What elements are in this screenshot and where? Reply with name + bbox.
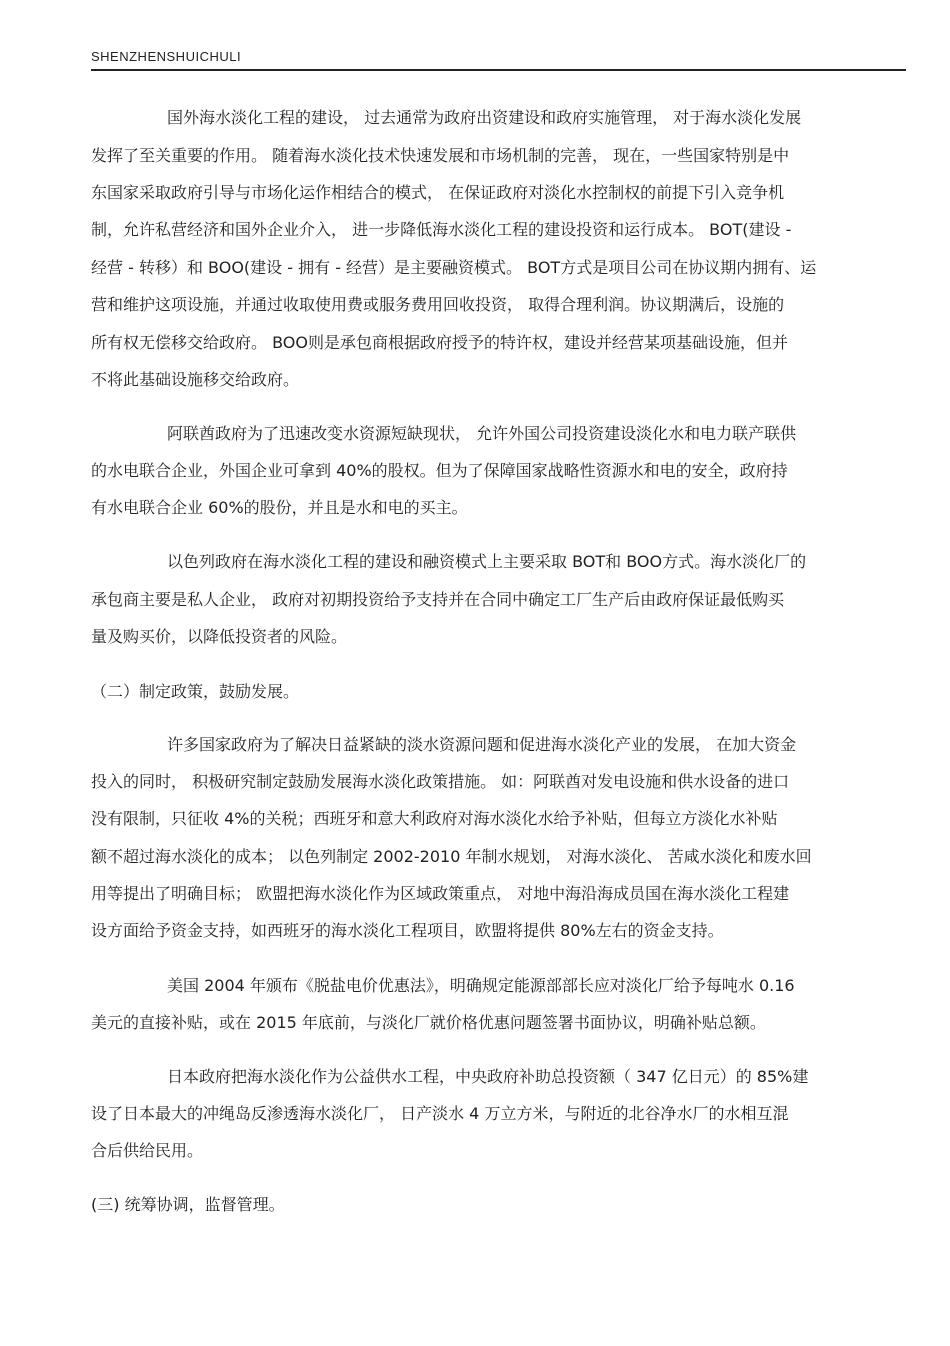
text-line: 投入的同时， 积极研究制定鼓励发展海水淡化政策措施。 如：阿联酋对发电设施和供水设备的进口 bbox=[91, 772, 790, 791]
text-line: 营和维护这项设施，并通过收取使用费或服务费用回收投资， 取得合理利润。协议期满后，设施的 bbox=[91, 295, 785, 314]
text-line: 经营 - 转移）和 BOO(建设 - 拥有 - 经营）是主要融资模式。 BOT方式是项目公司在协议期内拥有、运 bbox=[91, 258, 817, 277]
text-line: 东国家采取政府引导与市场化运作相结合的模式， 在保证政府对淡化水控制权的前提下引入竞争机 bbox=[91, 183, 785, 202]
text-line: 阿联酋政府为了迅速改变水资源短缺现状， 允许外国公司投资建设淡化水和电力联产联供 bbox=[167, 424, 797, 443]
text-line: 日本政府把海水淡化作为公益供水工程，中央政府补助总投资额（ 347 亿日元）的 85%建 bbox=[167, 1067, 809, 1086]
section-heading: （二）制定政策，鼓励发展。 bbox=[91, 682, 300, 701]
text-line: 许多国家政府为了解决日益紧缺的淡水资源问题和促进海水淡化产业的发展， 在加大资金 bbox=[167, 735, 797, 754]
text-line: 所有权无偿移交给政府。 BOO则是承包商根据政府授予的特许权，建设并经营某项基础设施，但并 bbox=[91, 333, 788, 352]
text-line: 没有限制，只征收 4%的关税；西班牙和意大利政府对海水淡化水给予补贴，但每立方淡化水补贴 bbox=[91, 809, 778, 828]
text-line: 量及购买价，以降低投资者的风险。 bbox=[91, 627, 348, 646]
text-line: 不将此基础设施移交给政府。 bbox=[91, 370, 300, 389]
text-line: 用等提出了明确目标； 欧盟把海水淡化作为区域政策重点， 对地中海沿海成员国在海水淡化工程建 bbox=[91, 884, 790, 903]
text-line: 美元的直接补贴，或在 2015 年底前，与淡化厂就价格优惠问题签署书面协议，明确补贴总额。 bbox=[91, 1013, 766, 1032]
text-line: 设方面给予资金支持，如西班牙的海水淡化工程项目，欧盟将提供 80%左右的资金支持。 bbox=[91, 921, 724, 940]
text-line: 美国 2004 年颁布《脱盐电价优惠法》，明确规定能源部部长应对淡化厂给予每吨水 0.16 bbox=[167, 976, 795, 995]
text-line: 有水电联合企业 60%的股份，并且是水和电的买主。 bbox=[91, 498, 468, 517]
text-line: 的水电联合企业，外国企业可拿到 40%的股权。但为了保障国家战略性资源水和电的安全，政府持 bbox=[91, 461, 788, 480]
text-line: 合后供给民用。 bbox=[91, 1141, 204, 1160]
text-line: 额不超过海水淡化的成本； 以色列制定 2002-2010 年制水规划， 对海水淡化、 苦咸水淡化和废水回 bbox=[91, 847, 812, 866]
text-line: 以色列政府在海水淡化工程的建设和融资模式上主要采取 BOT和 BOO方式。海水淡化厂的 bbox=[167, 552, 807, 571]
text-line: 制，允许私营经济和国外企业介入， 进一步降低海水淡化工程的建设投资和运行成本。 BOT(建设 - bbox=[91, 220, 792, 239]
text-line: 承包商主要是私人企业， 政府对初期投资给予支持并在合同中确定工厂生产后由政府保证最低购买 bbox=[91, 590, 785, 609]
running-header: SHENZHENSHUICHULI bbox=[91, 49, 242, 64]
section-heading: (三) 统筹协调，监督管理。 bbox=[91, 1195, 285, 1214]
text-line: 设了日本最大的冲绳岛反渗透海水淡化厂， 日产淡水 4 万立方米，与附近的北谷净水厂的水相互混 bbox=[91, 1104, 789, 1123]
text-line: 国外海水淡化工程的建设， 过去通常为政府出资建设和政府实施管理， 对于海水淡化发展 bbox=[167, 108, 802, 127]
text-line: 发挥了至关重要的作用。 随着海水淡化技术快速发展和市场机制的完善， 现在，一些国家特别是中 bbox=[91, 146, 790, 165]
